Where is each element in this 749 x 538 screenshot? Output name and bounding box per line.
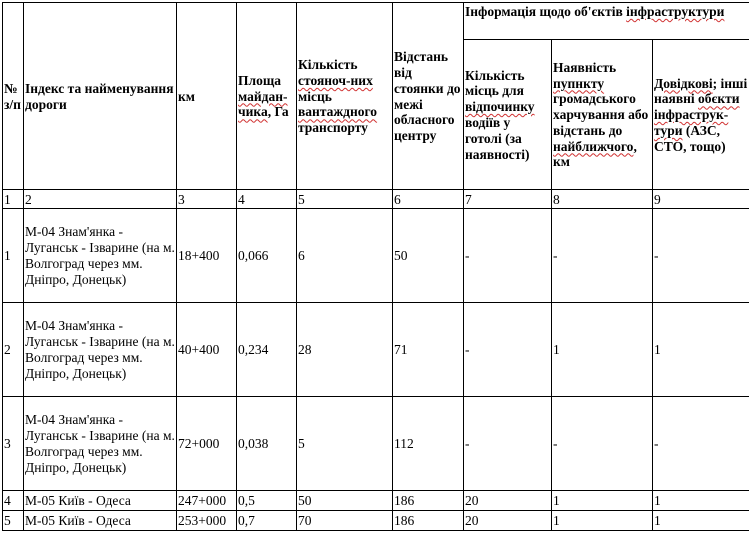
- cell-rest: 20: [464, 491, 552, 511]
- cell-spots: 70: [297, 511, 393, 531]
- table-row: [3, 209, 749, 303]
- cell-num: 2: [3, 303, 24, 397]
- cell-area: 0,038: [237, 397, 297, 491]
- cell-km: 18+400: [177, 209, 237, 303]
- header-road: Індекс та найменування дороги: [24, 3, 177, 190]
- cell-km: 40+400: [177, 303, 237, 397]
- cell-spots: 28: [297, 303, 393, 397]
- cell-road: М-04 Знам'янка - Луганськ - Ізварине (на м. Волгоград через мм. Дніпро, Донецьк): [24, 209, 177, 303]
- cell-ref: 1: [653, 303, 749, 397]
- cell-spots: 5: [297, 397, 393, 491]
- cell-rest: -: [464, 397, 552, 491]
- cell-km: 72+000: [177, 397, 237, 491]
- cell-distance: 112: [393, 397, 464, 491]
- column-number: 6: [393, 190, 464, 209]
- cell-road: М-04 Знам'янка - Луганськ - Ізварине (на м. Волгоград через мм. Дніпро, Донецьк): [24, 397, 177, 491]
- parking-infrastructure-table: [2, 2, 749, 531]
- cell-distance: 50: [393, 209, 464, 303]
- header-infrastructure-group: Інформація щодо об'єктів інфраструктури: [464, 3, 749, 40]
- header-row-top: [3, 3, 749, 40]
- cell-distance: 186: [393, 491, 464, 511]
- column-number: 1: [3, 190, 24, 209]
- header-reference-objects: Довідкові; інші наявні обєкти інфраструк-тури (АЗС, СТО, тощо): [653, 40, 749, 190]
- column-number-row: [3, 190, 749, 209]
- table-row: [3, 511, 749, 531]
- cell-spots: 6: [297, 209, 393, 303]
- column-number: 7: [464, 190, 552, 209]
- cell-area: 0,234: [237, 303, 297, 397]
- cell-ref: 1: [653, 511, 749, 531]
- header-km: км: [177, 3, 237, 190]
- cell-road: М-05 Київ - Одеса: [24, 491, 177, 511]
- cell-road: М-04 Знам'янка - Луганськ - Ізварине (на м. Волгоград через мм. Дніпро, Донецьк): [24, 303, 177, 397]
- column-number: 2: [24, 190, 177, 209]
- cell-food: -: [552, 397, 653, 491]
- cell-distance: 71: [393, 303, 464, 397]
- cell-area: 0,7: [237, 511, 297, 531]
- column-number: 8: [552, 190, 653, 209]
- header-area: Площа майдан-чика, Га: [237, 3, 297, 190]
- cell-food: -: [552, 209, 653, 303]
- cell-food: 1: [552, 303, 653, 397]
- cell-road: М-05 Київ - Одеса: [24, 511, 177, 531]
- column-number: 9: [653, 190, 749, 209]
- header-rest-places: Кількість місць для відпочинку водіїв у готолі (за наявності): [464, 40, 552, 190]
- cell-ref: -: [653, 209, 749, 303]
- cell-ref: -: [653, 397, 749, 491]
- table-row: [3, 397, 749, 491]
- cell-num: 1: [3, 209, 24, 303]
- cell-num: 4: [3, 491, 24, 511]
- table-row: [3, 491, 749, 511]
- cell-km: 247+000: [177, 491, 237, 511]
- column-number: 4: [237, 190, 297, 209]
- table-row: [3, 303, 749, 397]
- cell-num: 5: [3, 511, 24, 531]
- cell-ref: 1: [653, 491, 749, 511]
- cell-rest: -: [464, 209, 552, 303]
- cell-distance: 186: [393, 511, 464, 531]
- cell-area: 0,5: [237, 491, 297, 511]
- cell-num: 3: [3, 397, 24, 491]
- column-number: 3: [177, 190, 237, 209]
- cell-rest: -: [464, 303, 552, 397]
- cell-food: 1: [552, 491, 653, 511]
- header-parking-spots: Кількість стояноч-них місць вантаждного транспорту: [297, 3, 393, 190]
- cell-spots: 50: [297, 491, 393, 511]
- header-distance: Відстань від стоянки до межі обласного центру: [393, 3, 464, 190]
- header-catering: Наявність пупнкту громадського харчування або відстань до найближчого, км: [552, 40, 653, 190]
- column-number: 5: [297, 190, 393, 209]
- cell-rest: 20: [464, 511, 552, 531]
- cell-area: 0,066: [237, 209, 297, 303]
- cell-km: 253+000: [177, 511, 237, 531]
- header-num: № з/п: [3, 3, 24, 190]
- cell-food: 1: [552, 511, 653, 531]
